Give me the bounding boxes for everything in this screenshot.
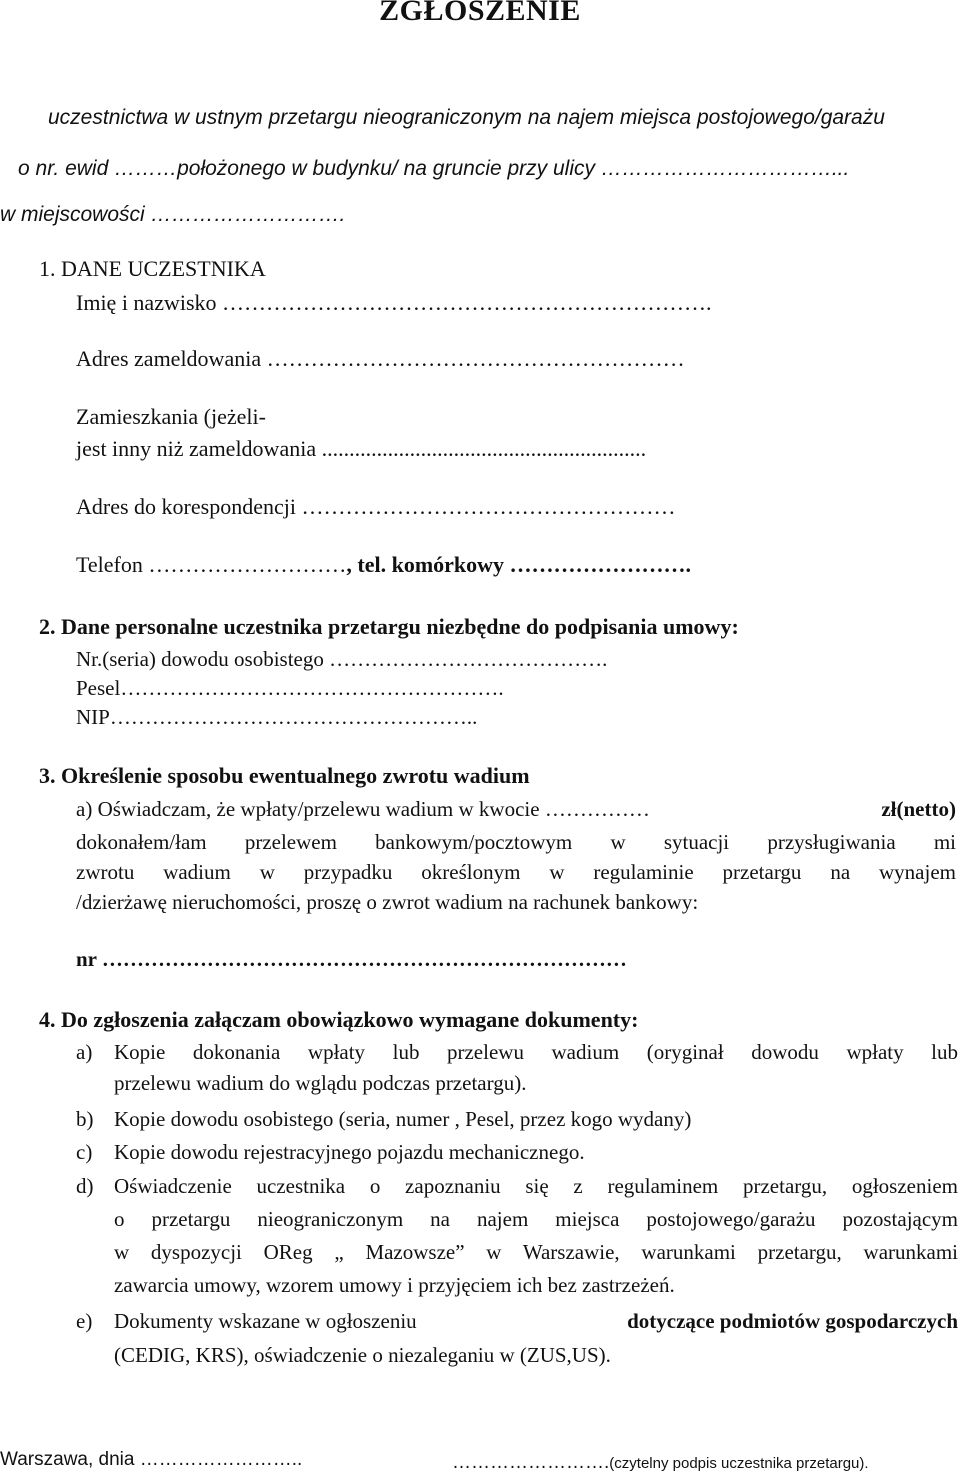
deposit-paragraph-line-2: zwrotu wadium w przypadku określonym w regulaminie przetargu na wynajem [76, 860, 956, 884]
place-date-field: Warszawa, dnia …………………….. [0, 1449, 303, 1470]
list-item-a-label: a) [76, 1040, 93, 1064]
list-item-c-line-1: Kopie dowodu rejestracyjnego pojazdu mechanicznego. [114, 1140, 585, 1164]
list-item-d-line-2: o przetargu nieograniczonym na najem miejsca postojowego/garażu pozostającym [114, 1207, 958, 1231]
deposit-paragraph-line-3: /dzierżawę nieruchomości, proszę o zwrot wadium na rachunek bankowy: [76, 890, 699, 914]
signature-dots: ……………………. [452, 1452, 610, 1473]
residence-field-line: jest inny niż zameldowania ........................................................... [76, 436, 647, 461]
list-item-b-label: b) [76, 1107, 94, 1131]
name-field-line: Imię i nazwisko …………………………………………………………. [76, 290, 712, 315]
list-item-d-label: d) [76, 1174, 94, 1198]
list-item-a-line-2: przelewu wadium do wglądu podczas przetargu). [114, 1071, 527, 1095]
intro-line-3: w miejscowości ………………………. [0, 203, 346, 226]
signature-label: (czytelny podpis uczestnika przetargu). [609, 1455, 869, 1472]
section-4-heading: 4. Do zgłoszenia załączam obowiązkowo wymagane dokumenty: [39, 1007, 639, 1032]
bank-account-line [76, 947, 627, 972]
phone-field-line [76, 552, 691, 578]
list-item-e-text: Dokumenty wskazane w ogłoszeniu [114, 1309, 417, 1333]
correspondence-field-line: Adres do korespondencji …………………………………………… [76, 494, 676, 519]
address-field-line: Adres zameldowania ………………………………………………… [76, 346, 685, 371]
mobile-label: , tel. komórkowy ……………………. [346, 552, 692, 577]
residence-label: Zamieszkania (jeżeli- [76, 404, 266, 429]
list-item-a-line-1: Kopie dokonania wpłaty lub przelewu wadium (oryginał dowodu wpłaty lub [114, 1040, 958, 1064]
list-item-c-label: c) [76, 1140, 93, 1164]
signature-field [452, 1452, 869, 1474]
list-item-e-emphasis: dotyczące podmiotów gospodarczych [627, 1309, 958, 1333]
intro-line-1: uczestnictwa w ustnym przetargu nieograniczonym na najem miejsca postojowego/garażu [48, 106, 885, 129]
list-item-d-line-1: Oświadczenie uczestnika o zapoznaniu się z regulaminem przetargu, ogłoszeniem [114, 1174, 958, 1198]
nip-line: NIP…………………………………………….. [76, 705, 478, 729]
deposit-statement: a) Oświadczam, że wpłaty/przelewu wadium w kwocie …………… [76, 797, 650, 821]
list-item-e-line-2: (CEDIG, KRS), oświadczenie o niezaleganiu w (ZUS,US). [114, 1343, 611, 1367]
pesel-line: Pesel………………………………………………. [76, 676, 504, 700]
list-item-e-label: e) [76, 1309, 93, 1333]
deposit-paragraph-line-1: dokonałem/łam przelewem bankowym/pocztowym w sytuacji przysługiwania mi [76, 830, 956, 854]
deposit-currency: zł(netto) [881, 797, 956, 821]
list-item-b-line-1: Kopie dowodu osobistego (seria, numer , Pesel, przez kogo wydany) [114, 1107, 692, 1131]
section-1-heading: 1. DANE UCZESTNIKA [39, 256, 266, 281]
list-item-d-line-4: zawarcia umowy, wzorem umowy i przyjęciem ich bez zastrzeżeń. [114, 1273, 675, 1297]
intro-line-2: o nr. ewid ………położonego w budynku/ na gruncie przy ulicy ……………………………... [18, 157, 850, 180]
deposit-amount-line [76, 797, 956, 822]
document-title: ZGŁOSZENIE [379, 0, 581, 27]
section-3-heading: 3. Określenie sposobu ewentualnego zwrotu wadium [39, 763, 530, 788]
phone-label: Telefon ……………………… [76, 552, 347, 577]
id-number-line: Nr.(seria) dowodu osobistego …………………………………. [76, 647, 608, 671]
section-2-heading: 2. Dane personalne uczestnika przetargu niezbędne do podpisania umowy: [39, 614, 739, 639]
list-item-e-line-1 [114, 1309, 958, 1334]
list-item-d-line-3: w dyspozycji OReg „ Mazowsze” w Warszawie, warunkami przetargu, warunkami [114, 1240, 958, 1264]
bank-account-field: nr ………………………………………………………………… [76, 947, 627, 971]
